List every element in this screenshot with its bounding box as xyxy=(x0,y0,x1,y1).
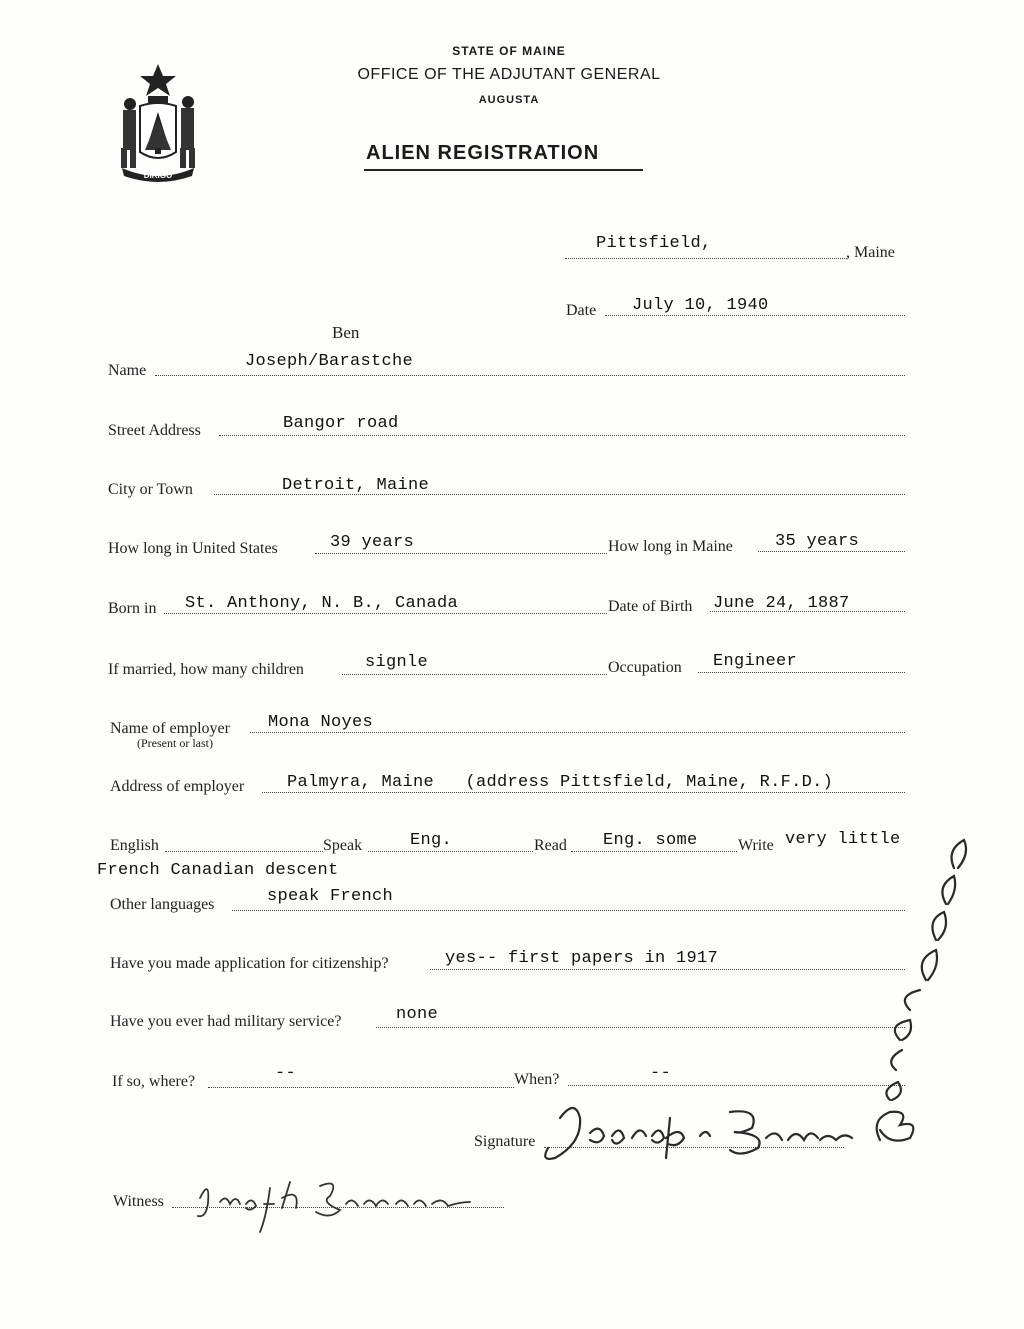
how-long-maine-value: 35 years xyxy=(775,532,860,551)
speak-label: Speak xyxy=(323,837,363,854)
occupation-value: Engineer xyxy=(713,652,798,671)
street-value: Bangor road xyxy=(283,414,399,433)
how-long-maine-line xyxy=(758,551,905,552)
read-label: Read xyxy=(534,837,567,854)
born-in-label: Born in xyxy=(108,600,157,617)
city-label: City or Town xyxy=(108,481,193,498)
city-value: Detroit, Maine xyxy=(282,476,430,495)
header-office: OFFICE OF THE ADJUTANT GENERAL xyxy=(357,66,661,83)
city-line xyxy=(214,494,905,495)
name-line xyxy=(155,375,905,376)
how-long-us-label: How long in United States xyxy=(108,540,278,557)
signature-image xyxy=(520,1088,880,1168)
employer-line xyxy=(250,732,905,733)
military-label: Have you ever had military service? xyxy=(110,1013,342,1030)
date-line xyxy=(605,315,905,316)
occupation-line xyxy=(698,672,905,673)
state-label: , Maine xyxy=(846,244,895,261)
dob-value: June 24, 1887 xyxy=(713,594,850,613)
english-line xyxy=(165,851,323,852)
name-insert: Ben xyxy=(332,323,360,342)
dob-line xyxy=(710,611,905,612)
name-label: Name xyxy=(108,362,147,379)
witness-label: Witness xyxy=(113,1193,164,1210)
write-value: very little xyxy=(785,830,901,849)
dob-label: Date of Birth xyxy=(608,598,693,615)
street-line xyxy=(219,435,905,436)
header-city: AUGUSTA xyxy=(478,94,540,106)
citizenship-line xyxy=(430,969,905,970)
read-line xyxy=(571,851,737,852)
military-line xyxy=(376,1027,905,1028)
town-value: Pittsfield, xyxy=(596,234,712,253)
other-languages-value: speak French xyxy=(267,887,394,906)
employer-address-value: Palmyra, Maine (address Pittsfield, Maine, R.F.D.) xyxy=(287,773,834,792)
other-languages-line xyxy=(232,910,905,911)
where-line xyxy=(208,1087,514,1088)
seal-banner-text: DIRIGO xyxy=(143,171,173,180)
born-in-line xyxy=(164,613,607,614)
where-value: -- xyxy=(275,1064,297,1083)
citizenship-value: yes-- first papers in 1917 xyxy=(445,949,719,968)
english-label: English xyxy=(110,837,159,854)
header-state: STATE OF MAINE xyxy=(452,44,566,58)
when-label: When? xyxy=(514,1071,560,1088)
occupation-label: Occupation xyxy=(608,659,682,676)
employer-sublabel: (Present or last) xyxy=(137,736,213,750)
signature-label: Signature xyxy=(474,1133,536,1150)
how-long-us-value: 39 years xyxy=(330,533,415,552)
employer-value: Mona Noyes xyxy=(268,713,374,732)
where-label: If so, where? xyxy=(112,1073,196,1090)
employer-address-label: Address of employer xyxy=(110,778,245,795)
maine-state-seal xyxy=(108,60,208,185)
children-label: If married, how many children xyxy=(108,661,304,678)
read-value: Eng. some xyxy=(603,831,698,850)
descent-note: French Canadian descent xyxy=(97,861,339,880)
children-line xyxy=(342,674,607,675)
speak-line xyxy=(368,851,533,852)
form-title: ALIEN REGISTRATION xyxy=(366,142,600,164)
citizenship-label: Have you made application for citizenship? xyxy=(110,955,389,972)
witness-signature-image xyxy=(170,1158,490,1238)
date-label: Date xyxy=(566,302,597,319)
write-label: Write xyxy=(738,837,774,854)
children-value: signle xyxy=(365,653,429,672)
military-value: none xyxy=(396,1005,439,1024)
employer-label: Name of employer xyxy=(110,720,230,737)
name-value: Joseph/Barastche xyxy=(245,352,414,371)
employer-address-line xyxy=(262,792,905,793)
other-languages-label: Other languages xyxy=(110,896,215,913)
form-title-underline xyxy=(364,169,643,171)
town-line xyxy=(565,258,847,259)
when-value: -- xyxy=(650,1064,672,1083)
how-long-us-line xyxy=(315,553,607,554)
date-value: July 10, 1940 xyxy=(632,296,769,315)
born-in-value: St. Anthony, N. B., Canada xyxy=(185,594,459,613)
how-long-maine-label: How long in Maine xyxy=(608,538,733,555)
signature-surname-image xyxy=(840,820,1000,1150)
street-label: Street Address xyxy=(108,422,201,439)
speak-value: Eng. xyxy=(410,831,453,850)
